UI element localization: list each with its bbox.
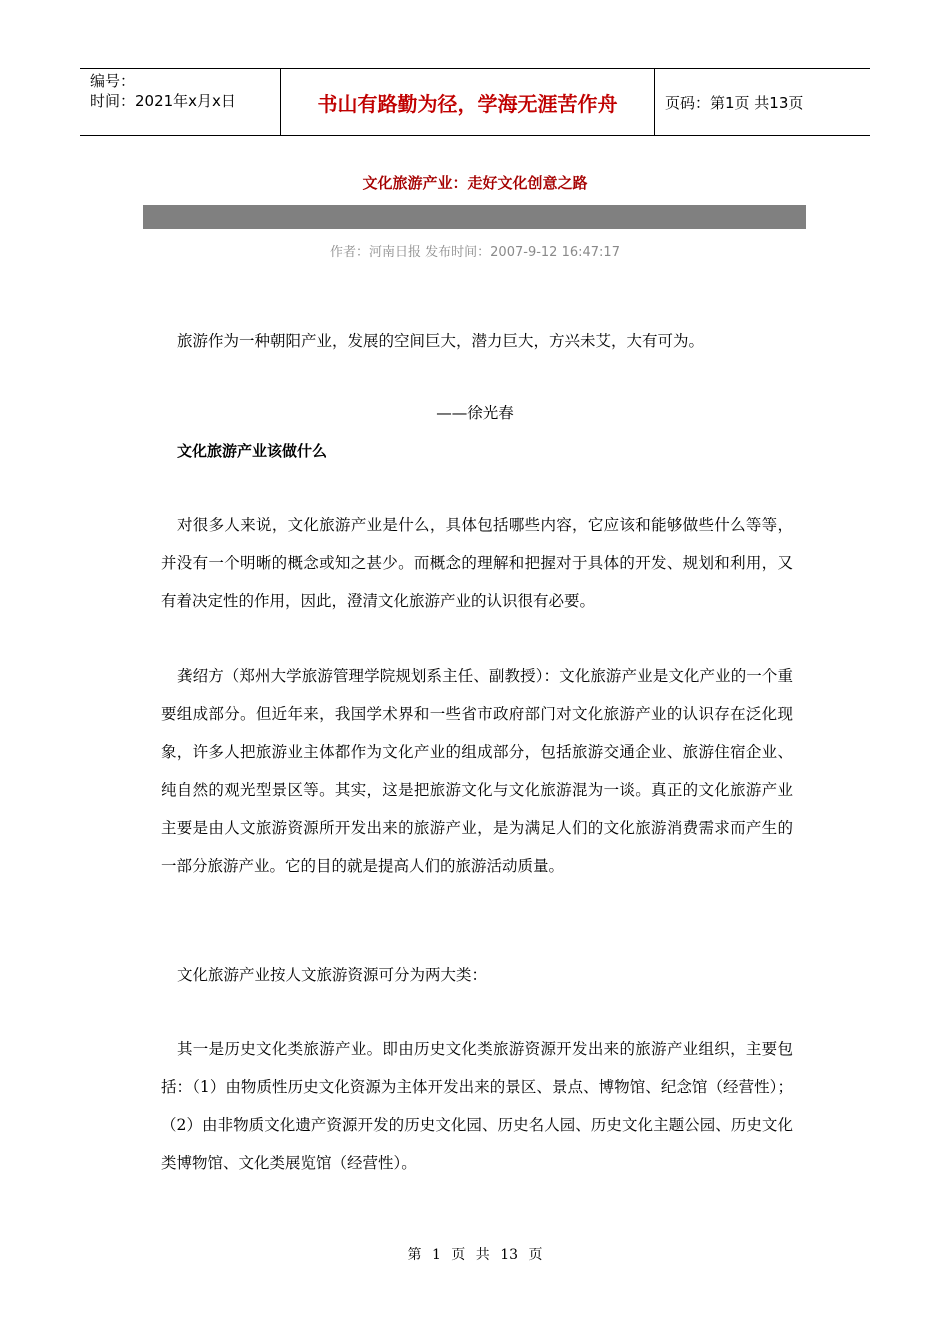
header-page-label: 页码：第1页 共13页: [665, 93, 804, 112]
header-meta-cell: [80, 69, 281, 135]
page-footer: 第 1 页 共 13 页: [407, 1247, 543, 1263]
body-paragraph-3: 文化旅游产业按人文旅游资源可分为两大类：: [177, 966, 488, 984]
header-motto: 书山有路勤为径，学海无涯苦作舟: [281, 69, 655, 135]
opening-quote: 旅游作为一种朝阳产业，发展的空间巨大，潜力巨大，方兴未艾，大有可为。: [177, 332, 705, 350]
date-label: 时间：2021年x月x日: [90, 92, 236, 110]
title-divider-bar: [143, 205, 806, 229]
document-header: [80, 68, 870, 136]
section-heading: 文化旅游产业该做什么: [177, 442, 328, 460]
number-label: 编号：: [90, 72, 136, 90]
article-title: 文化旅游产业：走好文化创意之路: [362, 174, 588, 192]
body-paragraph-4: 其一是历史文化类旅游产业。即由历史文化类旅游资源开发出来的旅游产业组织，主要包括：（1）由物质性历史文化资源为主体开发出来的景区、景点、博物馆、纪念馆（经营性）；（2）由非物质文化遗产资源开发的历史文化园、历史名人园、历史文化主题公园、历史文化类博物馆、文化类展览馆（经营性）。: [161, 1040, 793, 1172]
article-byline: 作者：河南日报 发布时间：2007-9-12 16:47:17: [330, 245, 620, 260]
body-paragraph-2: 龚绍方（郑州大学旅游管理学院规划系主任、副教授）：文化旅游产业是文化产业的一个重要组成部分。但近年来，我国学术界和一些省市政府部门对文化旅游产业的认识存在泛化现象，许多人把旅游业主体都作为文化产业的组成部分，包括旅游交通企业、旅游住宿企业、纯自然的观光型景区等。其实，这是把旅游文化与文化旅游混为一谈。真正的文化旅游产业主要是由人文旅游资源所开发出来的旅游产业，是为满足人们的文化旅游消费需求而产生的一部分旅游产业。它的目的就是提高人们的旅游活动质量。: [161, 667, 793, 875]
quote-author: ——徐光春: [436, 404, 514, 422]
body-paragraph-1: 对很多人来说，文化旅游产业是什么，具体包括哪些内容，它应该和能够做些什么等等，并没有一个明晰的概念或知之甚少。而概念的理解和把握对于具体的开发、规划和利用，又有着决定性的作用，因此，澄清文化旅游产业的认识很有必要。: [161, 516, 793, 610]
